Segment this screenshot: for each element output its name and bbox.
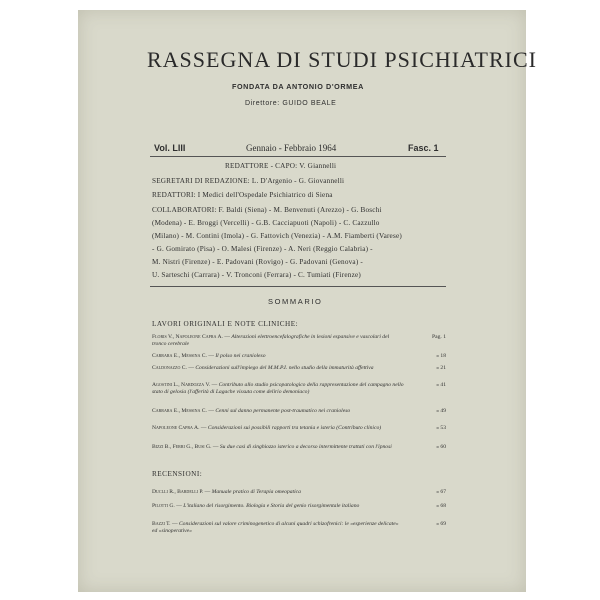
toc-authors: Carrara E., Messina C. [152, 408, 207, 414]
toc-title: Considerazioni sull'impiego del M.M.P.I. nello studio della immaturità affettiva [195, 365, 374, 371]
journal-title: RASSEGNA DI STUDI PSICHIATRICI [147, 47, 537, 72]
review-authors: Duclli R., Bardelli P. [152, 489, 204, 495]
staff-line: (Milano) - M. Contini (Imola) - G. Fattovich (Venezia) - A.M. Fiamberti (Varese) [152, 232, 402, 240]
toc-title: Il polso nei cranioleso [215, 353, 266, 359]
toc-page: » 21 [436, 365, 446, 371]
toc-entry: Napoleone Capra A. — Considerazioni sui possibili rapporti tra tetania e isteria (Contributo clinico) » 53 [152, 425, 446, 431]
review-entry: Pilotti G. — L'italiano del risorgimento. Biologia e Storia del genio risorgimentale italiano » 68 [152, 503, 446, 509]
summary-divider [150, 286, 446, 287]
director-line: Direttore: GUIDO BEALE [245, 100, 337, 107]
section-heading-reviews: RECENSIONI: [152, 470, 203, 478]
toc-title: Considerazioni sui possibili rapporti tra tetania e isteria (Contributo clinico) [207, 425, 382, 431]
review-title: Considerazioni sul valore criminogenetico di alcuni quadri schizofrenici: le «esperienze delicate» ed «sinoperative» [152, 521, 399, 535]
toc-entry: Agostini L., Nardozza V. — Contributo allo studio psicopatologico della rappresentazione del campagno nello stato di gelosia (l'afferità di Lagache vissuta come delirio demoniaco) » 41 [152, 382, 446, 396]
staff-line: REDATTORI: I Medici dell'Ospedale Psichiatrico di Siena [152, 191, 333, 199]
review-title: L'italiano del risorgimento. Biologia e Storia del genio risorgimentale italiano [183, 503, 360, 509]
header-divider [150, 156, 446, 157]
staff-line: - G. Gomirato (Pisa) - O. Malesi (Firenze) - A. Neri (Reggio Calabria) - [152, 245, 373, 253]
section-heading-original-works: LAVORI ORIGINALI E NOTE CLINICHE: [152, 320, 299, 328]
review-authors: Pilotti G. [152, 503, 175, 509]
toc-entry: Caldonazzo C. — Considerazioni sull'impiego del M.M.P.I. nello studio della immaturità affettiva » 21 [152, 365, 446, 371]
toc-entry: Bizzi B., Ferri G., Busi G. — Su due casi di singhiozzo isterico a decorso intermittente trattati con l'ipnosi » 60 [152, 444, 446, 450]
staff-line: (Modena) - E. Broggi (Vercelli) - G.B. Cacciapuoti (Napoli) - C. Cazzullo [152, 219, 380, 227]
toc-authors: Napoleone Capra A. [152, 425, 200, 431]
toc-page: » 18 [436, 353, 446, 359]
toc-authors: Agostini L., Nardozza V. [152, 382, 211, 388]
review-page: » 69 [436, 521, 446, 527]
staff-line: COLLABORATORI: F. Baldi (Siena) - M. Benvenuti (Arezzo) - G. Boschi [152, 206, 382, 214]
toc-page: » 53 [436, 425, 446, 431]
review-page: » 67 [436, 489, 446, 495]
toc-title: Su due casi di singhiozzo isterico a decorso intermittente trattati con l'ipnosi [219, 444, 392, 450]
review-authors: Bazzi T. [152, 521, 171, 527]
issue-date: Gennaio - Febbraio 1964 [246, 143, 337, 153]
review-page: » 68 [436, 503, 446, 509]
toc-page: » 60 [436, 444, 446, 450]
staff-line: REDATTORE - CAPO: V. Giannelli [225, 162, 337, 170]
staff-line: SEGRETARI DI REDAZIONE: L. D'Argenio - G. Giovannelli [152, 177, 345, 185]
toc-entry: Carrara E., Messina C. — Cenni sul danno permanente post-traumatico nei cranioleso » 49 [152, 408, 446, 414]
staff-line: U. Sarteschi (Carrara) - V. Tronconi (Ferrara) - C. Tumiati (Firenze) [152, 271, 361, 279]
toc-entry: Floris V., Napoleone Capra A. — Alterazioni elettroencefalografiche in lesioni espansive e vascolari del tronco cerebrale Pag. 1 [152, 334, 446, 348]
toc-title: Alterazioni elettroencefalografiche in lesioni espansive e vascolari del tronco cerebrale [152, 334, 390, 348]
toc-authors: Bizzi B., Ferri G., Busi G. [152, 444, 212, 450]
toc-entry: Carrara E., Messina C. — Il polso nei cranioleso » 18 [152, 353, 446, 359]
toc-authors: Carrara E., Messina C. [152, 353, 207, 359]
fascicle-label: Fasc. 1 [408, 143, 439, 153]
summary-heading: SOMMARIO [268, 297, 323, 306]
staff-line: M. Nistri (Firenze) - E. Padovani (Rovigo) - G. Padovani (Genova) - [152, 258, 364, 266]
review-entry: Bazzi T. — Considerazioni sul valore criminogenetico di alcuni quadri schizofrenici: le «esperienze delicate» ed «sinoperative» » 69 [152, 521, 446, 535]
toc-authors: Floris V., Napoleone Capra A. [152, 334, 223, 340]
toc-title: Contributo allo studio psicopatologico della rappresentazione del campagno nello stato di gelosia (l'afferità di Lagache vissuta come delirio demoniaco) [152, 382, 404, 396]
review-title: Manuale pratico di Terapia omeopatica [211, 489, 301, 495]
toc-page: Pag. 1 [432, 334, 446, 340]
toc-authors: Caldonazzo C. [152, 365, 187, 371]
review-entry: Duclli R., Bardelli P. — Manuale pratico di Terapia omeopatica » 67 [152, 489, 446, 495]
founder-line: FONDATA DA ANTONIO D'ORMEA [232, 82, 364, 91]
volume-label: Vol. LIII [154, 143, 186, 153]
toc-page: » 49 [436, 408, 446, 414]
toc-title: Cenni sul danno permanente post-traumatico nei cranioleso [215, 408, 351, 414]
toc-page: » 41 [436, 382, 446, 388]
